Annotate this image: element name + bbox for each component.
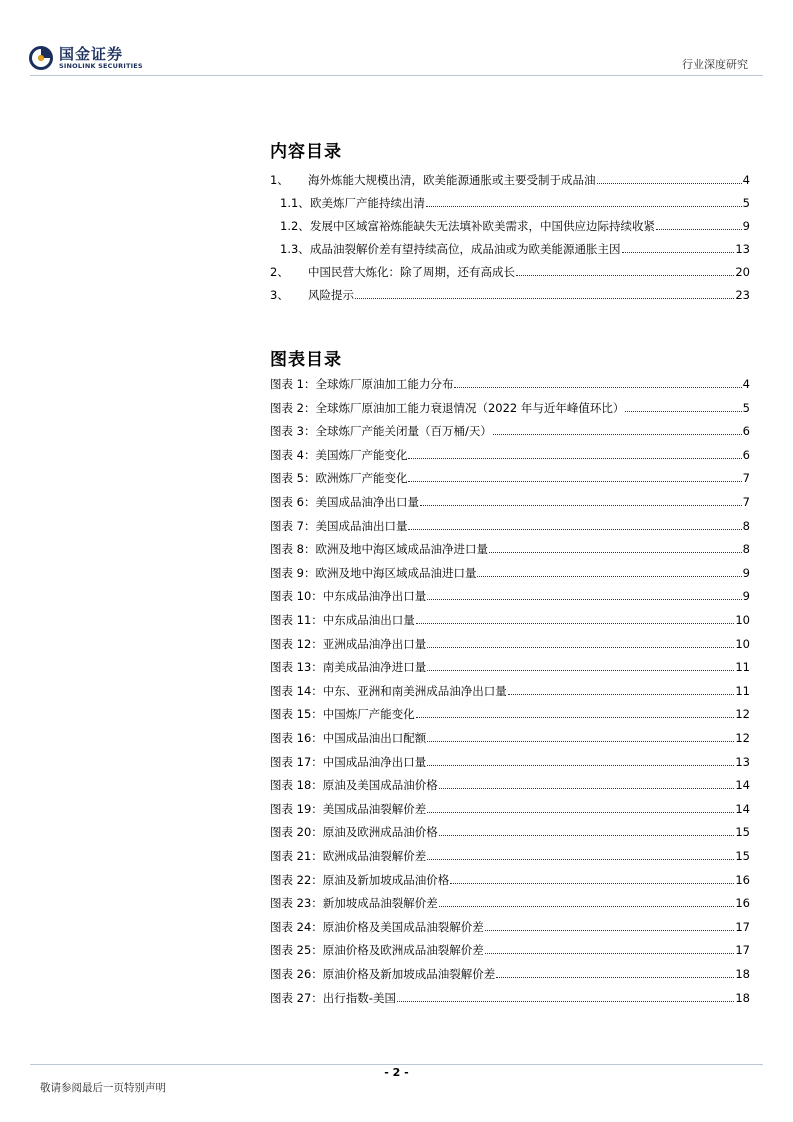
contents-entry-page: 23 xyxy=(735,288,750,302)
contents-entry-page: 5 xyxy=(742,196,750,210)
dot-leader xyxy=(485,953,735,954)
figure-entry[interactable] xyxy=(270,636,750,652)
contents-entry-label xyxy=(270,264,515,280)
figure-entry-page: 6 xyxy=(742,447,750,462)
figure-entry-label: 图表 25：原油价格及欧洲成品油裂解价差 xyxy=(270,943,484,958)
contents-entry-text: 风险提示 xyxy=(308,288,354,302)
figure-entry-label: 图表 17：中国成品油净出口量 xyxy=(270,754,427,769)
figure-entry[interactable] xyxy=(270,541,750,557)
contents-entry-number: 3、 xyxy=(270,288,289,302)
figure-entry-page: 10 xyxy=(735,636,750,651)
dot-leader xyxy=(427,670,734,671)
figure-entry-page: 6 xyxy=(742,424,750,439)
dot-leader xyxy=(439,835,735,836)
figures-title: 图表目录 xyxy=(270,350,342,370)
figure-entry[interactable] xyxy=(270,423,750,439)
figure-entry[interactable] xyxy=(270,848,750,864)
dot-leader xyxy=(408,458,741,459)
figure-entry-label: 图表 5：欧洲炼厂产能变化 xyxy=(270,471,408,486)
figure-entry-label: 图表 15：中国炼厂产能变化 xyxy=(270,707,415,722)
figure-entry[interactable] xyxy=(270,872,750,888)
figure-entry[interactable] xyxy=(270,777,750,793)
figure-entry-label: 图表 16：中国成品油出口配额 xyxy=(270,731,427,745)
figure-entry-label: 图表 19：美国成品油裂解价差 xyxy=(270,801,427,816)
contents-entry[interactable] xyxy=(280,195,750,211)
figure-entry-page: 13 xyxy=(735,754,750,769)
dot-leader xyxy=(597,183,742,184)
contents-entry-page: 20 xyxy=(735,265,750,279)
contents-entry-page: 13 xyxy=(735,242,750,256)
dot-leader xyxy=(408,529,741,530)
figure-entry-label: 图表 14：中东、亚洲和南美洲成品油净出口量 xyxy=(270,683,507,698)
figure-entry-page: 14 xyxy=(735,801,750,816)
figure-entry-label: 图表 20：原油及欧洲成品油价格 xyxy=(270,825,438,840)
contents-entry[interactable] xyxy=(270,287,750,303)
contents-entry-number: 1.3、 xyxy=(280,242,310,256)
figure-entry-label: 图表 21：欧洲成品油裂解价差 xyxy=(270,849,427,863)
figure-entry-label: 图表 27：出行指数-美国 xyxy=(270,990,396,1005)
figure-entry-page: 11 xyxy=(735,660,750,675)
dot-leader xyxy=(397,1001,734,1002)
figure-entry-label: 图表 1：全球炼厂原油加工能力分布 xyxy=(270,377,454,391)
figure-entry[interactable] xyxy=(270,754,750,770)
dot-leader xyxy=(622,252,735,253)
figure-entry-page: 7 xyxy=(742,495,750,509)
contents-entry-label xyxy=(280,218,655,234)
dot-leader xyxy=(427,859,734,860)
company-logo xyxy=(28,45,143,71)
figure-entry-page: 12 xyxy=(735,707,750,722)
dot-leader xyxy=(439,906,735,907)
dot-leader xyxy=(416,717,735,718)
figure-entry[interactable] xyxy=(270,447,750,463)
page-header xyxy=(0,0,793,80)
contents-entry-text: 中国民营大炼化：除了周期，还有高成长 xyxy=(308,265,515,279)
figure-entry-label: 图表 7：美国成品油出口量 xyxy=(270,518,408,533)
figure-entry[interactable] xyxy=(270,683,750,699)
dot-leader xyxy=(477,576,741,577)
contents-entry-number: 1、 xyxy=(270,173,289,187)
dot-leader xyxy=(420,505,742,506)
contents-entry[interactable] xyxy=(280,218,750,234)
figure-entry[interactable] xyxy=(270,518,750,534)
dot-leader xyxy=(485,930,735,931)
dot-leader xyxy=(427,599,741,600)
header-divider xyxy=(30,75,763,76)
dot-leader xyxy=(656,229,742,230)
dot-leader xyxy=(416,623,735,624)
contents-entry[interactable] xyxy=(270,264,750,280)
contents-entry-label xyxy=(270,172,596,188)
figure-entry[interactable] xyxy=(270,966,750,982)
dot-leader xyxy=(408,481,741,482)
figure-entry-label: 图表 6：美国成品油净出口量 xyxy=(270,495,419,509)
figure-entry-page: 5 xyxy=(742,400,750,415)
contents-entry-number: 1.2、 xyxy=(280,219,310,233)
figure-entry-page: 14 xyxy=(735,778,750,793)
logo-cn-text: 国金证券 xyxy=(59,44,124,63)
dot-leader xyxy=(516,275,734,276)
figure-entry[interactable] xyxy=(270,659,750,675)
contents-entry-text: 海外炼能大规模出清，欧美能源通胀或主要受制于成品油 xyxy=(308,173,596,187)
contents-entry[interactable] xyxy=(280,241,750,257)
figure-entry-page: 8 xyxy=(742,542,750,557)
figure-entry[interactable] xyxy=(270,588,750,604)
footer-disclaimer: 敬请参阅最后一页特别声明 xyxy=(40,1082,166,1094)
figure-entry[interactable] xyxy=(270,942,750,958)
report-type: 行业深度研究 xyxy=(682,58,748,71)
dot-leader xyxy=(489,552,742,553)
figure-entry-page: 15 xyxy=(735,849,750,863)
dot-leader xyxy=(454,387,741,388)
dot-leader xyxy=(426,206,742,207)
figure-entry-page: 4 xyxy=(742,377,750,391)
dot-leader xyxy=(427,765,734,766)
figure-entry-page: 18 xyxy=(735,967,750,981)
contents-entry-text: 欧美炼厂产能持续出清 xyxy=(310,196,425,210)
figure-entry[interactable] xyxy=(270,895,750,911)
contents-entry-label xyxy=(280,195,425,211)
figure-entry-label: 图表 8：欧洲及地中海区域成品油净进口量 xyxy=(270,542,488,557)
figure-entry-label: 图表 11：中东成品油出口量 xyxy=(270,613,415,627)
figure-entry[interactable] xyxy=(270,612,750,628)
figure-entry[interactable] xyxy=(270,470,750,486)
figure-entry[interactable] xyxy=(270,730,750,746)
figure-entry-page: 9 xyxy=(742,589,750,604)
figure-entry-label: 图表 9：欧洲及地中海区域成品油进口量 xyxy=(270,565,477,580)
figure-entry[interactable] xyxy=(270,400,750,416)
figure-entry[interactable] xyxy=(270,565,750,581)
footer-divider xyxy=(30,1064,763,1065)
figure-entry[interactable] xyxy=(270,990,750,1006)
contents-entry[interactable] xyxy=(270,172,750,188)
dot-leader xyxy=(355,298,734,299)
figure-entry-page: 8 xyxy=(742,518,750,533)
contents-title: 内容目录 xyxy=(270,142,342,162)
figure-entry-label: 图表 23：新加坡成品油裂解价差 xyxy=(270,896,438,911)
dot-leader xyxy=(496,977,734,978)
figure-entry[interactable] xyxy=(270,494,750,510)
contents-entry-number: 2、 xyxy=(270,265,289,279)
figure-entry[interactable] xyxy=(270,919,750,935)
figure-entry-label: 图表 4：美国炼厂产能变化 xyxy=(270,447,408,462)
figure-entry-page: 17 xyxy=(735,943,750,958)
figure-entry[interactable] xyxy=(270,801,750,817)
figure-entry-page: 12 xyxy=(735,731,750,745)
figure-entry-page: 15 xyxy=(735,825,750,840)
figure-entry-label: 图表 24：原油价格及美国成品油裂解价差 xyxy=(270,919,484,934)
figure-entry[interactable] xyxy=(270,706,750,722)
figure-entry-label: 图表 18：原油及美国成品油价格 xyxy=(270,778,438,793)
figure-entry[interactable] xyxy=(270,376,750,392)
logo-mark-icon xyxy=(28,45,54,71)
contents-entry-text: 成品油裂解价差有望持续高位，成品油或为欧美能源通胀主因 xyxy=(310,242,621,256)
figure-entry-page: 17 xyxy=(735,919,750,934)
dot-leader xyxy=(493,434,742,435)
logo-en-text: SINOLINK SECURITIES xyxy=(59,61,143,70)
dot-leader xyxy=(450,883,734,884)
figure-entry[interactable] xyxy=(270,824,750,840)
contents-entry-page: 4 xyxy=(742,173,750,187)
contents-entry-text: 发展中区域富裕炼能缺失无法填补欧美需求，中国供应边际持续收紧 xyxy=(310,219,655,233)
figure-entry-page: 10 xyxy=(735,613,750,627)
figure-entry-page: 18 xyxy=(735,990,750,1005)
contents-entry-label xyxy=(280,241,621,257)
figure-entry-page: 9 xyxy=(742,565,750,580)
figure-entry-label: 图表 3：全球炼厂产能关闭量（百万桶/天） xyxy=(270,424,492,439)
figure-entry-page: 7 xyxy=(742,471,750,486)
dot-leader xyxy=(625,411,741,412)
figure-entry-label: 图表 13：南美成品油净进口量 xyxy=(270,660,427,675)
dot-leader xyxy=(439,788,735,789)
figure-entry-label: 图表 22：原油及新加坡成品油价格 xyxy=(270,872,450,887)
dot-leader xyxy=(508,694,735,695)
contents-entry-page: 9 xyxy=(742,219,750,233)
figure-entry-page: 16 xyxy=(735,896,750,911)
contents-entry-number: 1.1、 xyxy=(280,196,310,210)
figure-entry-label: 图表 2：全球炼厂原油加工能力衰退情况（2022 年与近年峰值环比） xyxy=(270,400,625,415)
contents-entry-label xyxy=(270,287,354,303)
figure-entry-label: 图表 10：中东成品油净出口量 xyxy=(270,589,427,604)
page-number: - 2 - xyxy=(384,1066,409,1079)
dot-leader xyxy=(427,647,734,648)
figure-entry-page: 16 xyxy=(735,872,750,887)
dot-leader xyxy=(427,812,734,813)
figure-entry-label: 图表 12：亚洲成品油净出口量 xyxy=(270,636,427,651)
figure-entry-label: 图表 26：原油价格及新加坡成品油裂解价差 xyxy=(270,967,496,981)
dot-leader xyxy=(427,741,734,742)
figure-entry-page: 11 xyxy=(735,683,750,698)
